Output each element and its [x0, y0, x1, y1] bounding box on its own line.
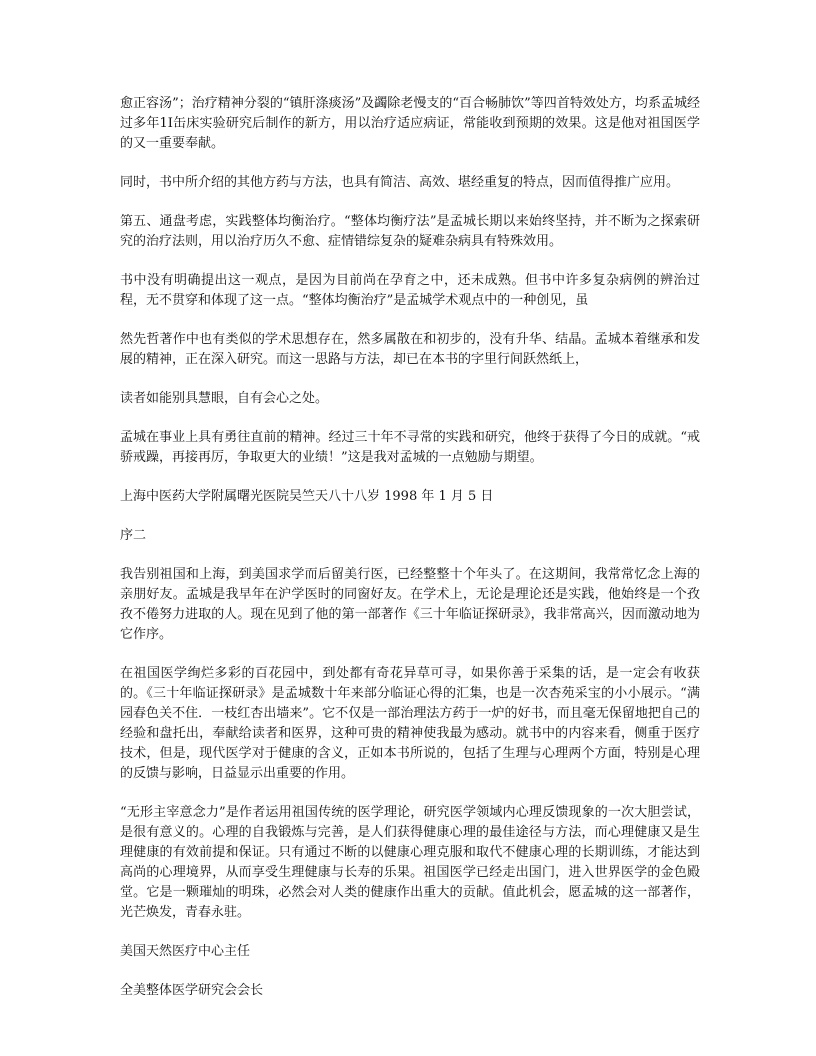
signature-title-1: 美国天然医疗中心主任 [120, 944, 251, 959]
paragraph-not-explicit: 书中没有明确提出这一观点，是因为目前尚在孕育之中，还未成熟。但书中许多复杂病例的辨治过程，无不贯穿和体现了这一点。“整体均衡治疗”是孟城学术观点中的一种创见，虽 [120, 273, 700, 308]
signature-title-2: 全美整体医学研究会会长 [120, 983, 264, 998]
paragraph-mind-power: “无形主宰意念力”是作者运用祖国传统的医学理论，研究医学领域内心理反馈现象的一次大胆尝试，是很有意义的。心理的自我锻炼与完善，是人们获得健康心理的最佳途径与方法，而心理健康又是生理健康的有效前提和保证。只有通过不断的以健康心理克服和取代不健康心理的长期训练，才能达到高尚的心理境界，从而享受生理健康与长寿的乐果。祖国医学已经走出国门，进入世界医学的金色殿堂。它是一颗璀灿的明珠，必然会对人类的健康作出重大的贡献。值此机会，愿孟城的这一部著作，光芒焕发，青春永驻。 [120, 805, 700, 920]
paragraph-readers: 读者如能别具慧眼，自有会心之处。 [120, 391, 329, 406]
paragraph-farewell: 我告别祖国和上海，到美国求学而后留美行医，已经整整十个年头了。在这期间，我常常忆念上海的亲朋好友。孟城是我早年在沪学医时的同窗好友。在学术上，无论是理论还是实践，他始终是一个孜孜不倦努力进取的人。现在见到了他的第一部著作《三十年临证探研录》，我非常高兴，因而激动地为它作序。 [120, 567, 700, 642]
paragraph-prescriptions: 愈正容汤”；治疗精神分裂的“镇肝涤痰汤”及蠲除老慢支的“百合畅肺饮”等四首特效处方，均系孟城经过多年1I缶床实验研究后制作的新方，用以治疗适应病证，常能收到预期的效果。这是他对祖国医学的又一重要奉献。 [120, 96, 700, 151]
paragraph-point-five: 第五、通盘考虑，实践整体均衡治疗。“整体均衡疗法”是孟城长期以来始终坚持，并不断为之探索研究的治疗法则，用以治疗历久不愈、症情错综复杂的疑难杂病具有特殊效用。 [120, 214, 700, 249]
signature-line-1: 上海中医药大学附属曙光医院吴竺天八十八岁 1998 年 1 月 5 日 [120, 489, 494, 504]
section-heading-preface-two: 序二 [120, 528, 147, 543]
paragraph-encouragement: 孟城在事业上具有勇往直前的精神。经过三十年不寻常的实践和研究，他终于获得了今日的成就。“戒骄戒躁，再接再厉，争取更大的业绩！”这是我对孟城的一点勉励与期望。 [120, 430, 700, 465]
paragraph-garden: 在祖国医学绚烂多彩的百花园中，到处都有奇花异草可寻，如果你善于采集的话，是一定会有收获的。《三十年临证探研录》是孟城数十年来部分临证心得的汇集，也是一次杏苑采宝的小小展示。“满园春色关不住．一枝红杏出墙来”。它不仅是一部治理法方药于一炉的好书，而且毫无保留地把自己的经验和盘托出，奉献给读者和医界，这种可贵的精神使我最为感动。就书中的内容来看，侧重于医疗技术，但是，现代医学对于健康的含义，正如本书所说的，包括了生理与心理两个方面，特别是心理的反馈与影响，日益显示出重要的作用。 [120, 666, 700, 781]
paragraph-predecessors: 然先哲著作中也有类似的学术思想存在，然多属散在和初步的，没有升华、结晶。孟城本着继承和发展的精神，正在深入研究。而这一思路与方法，却已在本书的字里行间跃然纸上， [120, 332, 700, 367]
document-page [120, 94, 700, 1020]
paragraph-other-methods: 同时，书中所介绍的其他方药与方法，也具有简洁、高效、堪经重复的特点，因而值得推广应用。 [120, 175, 680, 190]
